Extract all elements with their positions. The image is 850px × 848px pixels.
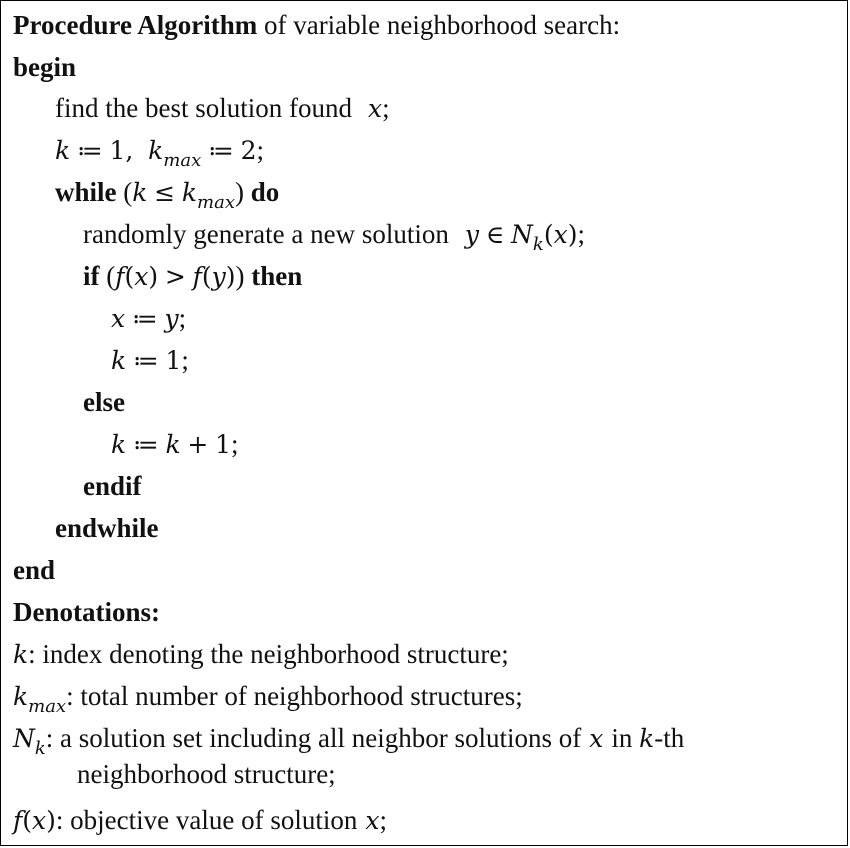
val-two: 2 bbox=[240, 136, 257, 165]
var-k: k bbox=[111, 346, 127, 375]
semicolon: ; bbox=[231, 429, 239, 459]
semicolon: ; bbox=[181, 345, 189, 375]
var-k: k bbox=[111, 430, 127, 459]
denotation-Nk bbox=[13, 722, 685, 759]
var-k: k bbox=[148, 136, 164, 165]
var-k: k bbox=[13, 640, 29, 669]
assign-op: ≔ bbox=[132, 430, 159, 459]
var-f: f bbox=[192, 262, 202, 291]
line-assign-x bbox=[111, 302, 186, 335]
val-one: 1 bbox=[109, 136, 126, 165]
sub-max: max bbox=[163, 150, 202, 171]
var-x: x bbox=[365, 806, 380, 835]
var-x: x bbox=[589, 724, 604, 753]
sub-max: max bbox=[197, 192, 235, 213]
assign-op: ≔ bbox=[76, 136, 103, 165]
var-k: k bbox=[55, 136, 71, 165]
then-keyword: then bbox=[251, 261, 303, 291]
var-k: k bbox=[181, 178, 198, 207]
find-text: find the best solution found bbox=[55, 93, 352, 123]
fx-desc: : objective value of solution bbox=[55, 805, 358, 835]
line-find-best bbox=[55, 92, 390, 125]
semicolon: ; bbox=[382, 93, 390, 123]
Nk-desc-2: in bbox=[611, 723, 633, 753]
var-k: k bbox=[13, 682, 29, 711]
var-y: y bbox=[164, 304, 179, 333]
var-y: y bbox=[464, 220, 480, 249]
var-k: k bbox=[132, 178, 148, 207]
line-reset-k bbox=[111, 344, 189, 377]
semicolon: ; bbox=[577, 219, 585, 249]
var-k: k bbox=[639, 724, 655, 753]
end-keyword: end bbox=[13, 555, 56, 585]
begin-keyword: begin bbox=[13, 52, 77, 82]
denotation-Nk-continued: neighborhood structure; bbox=[77, 759, 336, 789]
Nk-desc-1: : a solution set including all neighbor solutions of bbox=[45, 723, 582, 753]
else-keyword: else bbox=[83, 387, 125, 417]
if-keyword: if bbox=[83, 261, 100, 291]
sub-k: k bbox=[532, 234, 544, 255]
var-f: f bbox=[115, 262, 125, 291]
algorithm-title bbox=[13, 9, 620, 41]
line-if: if (f(x) > f(y)) then bbox=[83, 261, 303, 291]
line-init-k: k ≔ 1, $k_{max}$ ≔ 2; bbox=[55, 135, 264, 171]
elem-op: ∈ bbox=[485, 220, 505, 249]
var-x: x bbox=[134, 262, 149, 291]
line-while: while $(k \le k_{max})$ do bbox=[55, 177, 280, 213]
assign-op: ≔ bbox=[132, 346, 159, 375]
endwhile-keyword: endwhile bbox=[55, 513, 159, 543]
var-N: N bbox=[13, 724, 35, 753]
sub-max: max bbox=[28, 696, 67, 717]
denotation-kmax bbox=[13, 680, 523, 717]
title-rest: of variable neighborhood search: bbox=[257, 10, 621, 40]
k-desc: : index denoting the neighborhood structure; bbox=[28, 639, 509, 669]
do-keyword: do bbox=[250, 177, 280, 207]
semicolon: ; bbox=[178, 303, 187, 333]
val-one: 1 bbox=[215, 430, 232, 459]
sub-k: k bbox=[34, 738, 46, 759]
assign-op: ≔ bbox=[207, 136, 234, 165]
var-x: x bbox=[367, 94, 383, 123]
denotation-k bbox=[13, 638, 509, 671]
denotation-fx: f(x): objective value of solution x; bbox=[13, 805, 387, 835]
random-text: randomly generate a new solution bbox=[83, 219, 449, 249]
val-one: 1 bbox=[165, 346, 182, 375]
denotations-heading: Denotations: bbox=[13, 597, 160, 627]
title-bold: Procedure Algorithm bbox=[13, 10, 258, 40]
semicolon: ; bbox=[256, 135, 264, 165]
gt-op: > bbox=[164, 262, 186, 291]
line-increment-k bbox=[111, 428, 239, 461]
plus-op: + bbox=[187, 430, 209, 459]
var-y: y bbox=[211, 262, 226, 291]
semicolon: ; bbox=[379, 805, 387, 835]
var-f: f bbox=[13, 806, 23, 835]
var-N: N bbox=[511, 220, 533, 249]
le-op: ≤ bbox=[154, 178, 176, 207]
assign-op: ≔ bbox=[131, 304, 158, 333]
var-x: x bbox=[111, 304, 126, 333]
var-k: k bbox=[165, 430, 181, 459]
endif-keyword: endif bbox=[83, 471, 142, 501]
var-x: x bbox=[32, 806, 47, 835]
while-keyword: while bbox=[55, 177, 117, 207]
Nk-desc-3: -th bbox=[654, 723, 685, 753]
line-random-generate: randomly generate a new solution y ∈ $N_k(x)$; bbox=[83, 219, 585, 255]
kmax-desc: : total number of neighborhood structures; bbox=[66, 681, 523, 711]
var-x: x bbox=[553, 220, 568, 249]
